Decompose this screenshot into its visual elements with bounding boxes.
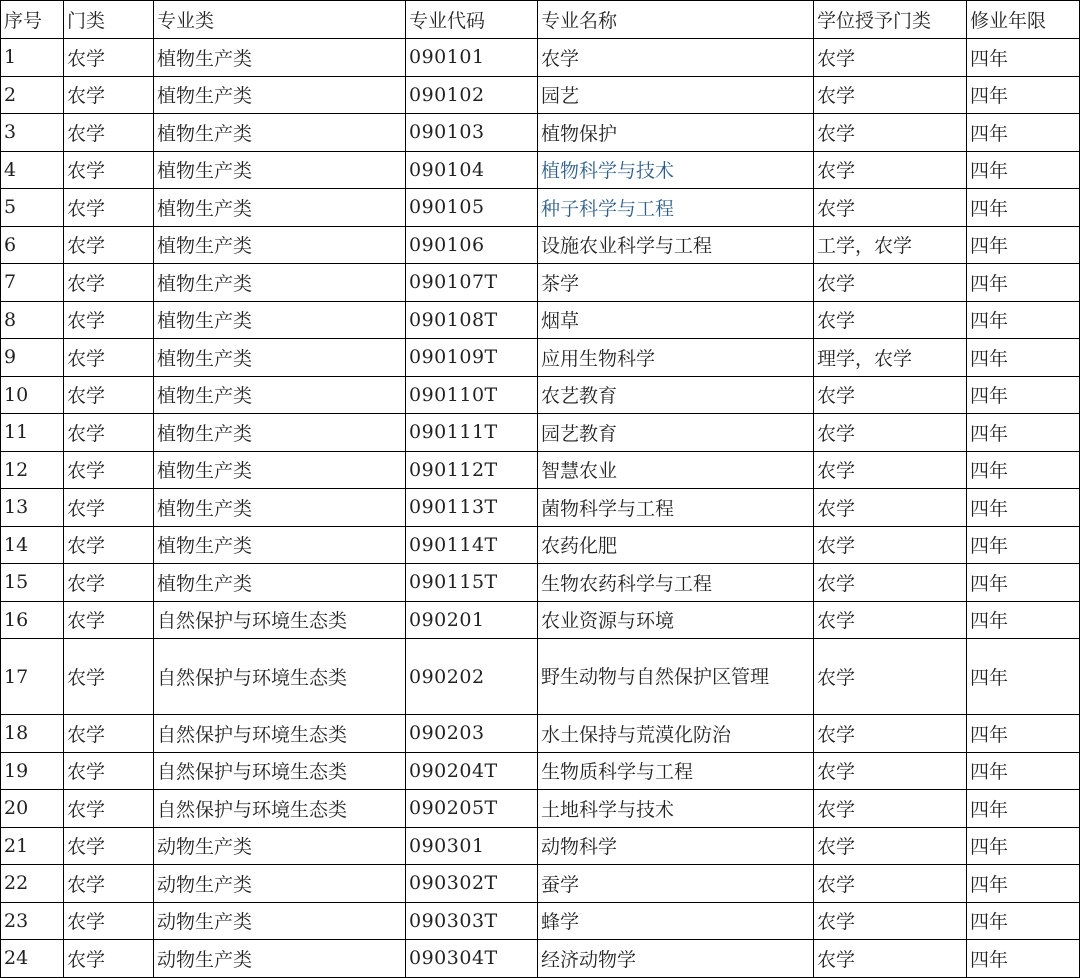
cell-years: 四年 bbox=[967, 376, 1080, 414]
cell-degree: 农学 bbox=[814, 865, 967, 903]
cell-years: 四年 bbox=[967, 39, 1080, 77]
cell-no: 7 bbox=[1, 264, 64, 302]
cell-major-class: 植物生产类 bbox=[154, 414, 406, 452]
table-row bbox=[1, 601, 1080, 639]
cell-no: 24 bbox=[1, 940, 64, 978]
cell-years: 四年 bbox=[967, 827, 1080, 865]
table-row bbox=[1, 489, 1080, 527]
cell-years: 四年 bbox=[967, 940, 1080, 978]
cell-category: 农学 bbox=[64, 564, 154, 602]
cell-major-code: 090111T bbox=[406, 414, 538, 452]
cell-category: 农学 bbox=[64, 414, 154, 452]
cell-major-class: 植物生产类 bbox=[154, 264, 406, 302]
cell-years: 四年 bbox=[967, 189, 1080, 227]
cell-degree: 农学 bbox=[814, 489, 967, 527]
cell-no: 4 bbox=[1, 151, 64, 189]
cell-no: 6 bbox=[1, 226, 64, 264]
cell-years: 四年 bbox=[967, 451, 1080, 489]
cell-major-name: 蜂学 bbox=[538, 902, 814, 940]
cell-years: 四年 bbox=[967, 339, 1080, 377]
cell-major-code: 090205T bbox=[406, 790, 538, 828]
cell-major-class: 植物生产类 bbox=[154, 226, 406, 264]
cell-no: 3 bbox=[1, 114, 64, 152]
header-category: 门类 bbox=[64, 1, 154, 39]
cell-no: 2 bbox=[1, 76, 64, 114]
cell-years: 四年 bbox=[967, 564, 1080, 602]
cell-category: 农学 bbox=[64, 39, 154, 77]
cell-major-class: 自然保护与环境生态类 bbox=[154, 715, 406, 753]
cell-degree: 农学 bbox=[814, 526, 967, 564]
cell-major-name: 茶学 bbox=[538, 264, 814, 302]
cell-major-name: 园艺教育 bbox=[538, 414, 814, 452]
cell-major-code: 090112T bbox=[406, 451, 538, 489]
table-row bbox=[1, 451, 1080, 489]
cell-major-name: 经济动物学 bbox=[538, 940, 814, 978]
table-row bbox=[1, 564, 1080, 602]
cell-category: 农学 bbox=[64, 752, 154, 790]
cell-years: 四年 bbox=[967, 76, 1080, 114]
cell-major-code: 090203 bbox=[406, 715, 538, 753]
cell-category: 农学 bbox=[64, 376, 154, 414]
cell-no: 13 bbox=[1, 489, 64, 527]
cell-major-class: 植物生产类 bbox=[154, 489, 406, 527]
cell-major-class: 自然保护与环境生态类 bbox=[154, 601, 406, 639]
cell-years: 四年 bbox=[967, 526, 1080, 564]
cell-major-name: 生物质科学与工程 bbox=[538, 752, 814, 790]
cell-major-class: 动物生产类 bbox=[154, 940, 406, 978]
cell-degree: 农学 bbox=[814, 752, 967, 790]
cell-years: 四年 bbox=[967, 865, 1080, 903]
cell-no: 20 bbox=[1, 790, 64, 828]
cell-major-name: 园艺 bbox=[538, 76, 814, 114]
table-row bbox=[1, 301, 1080, 339]
cell-major-code: 090201 bbox=[406, 601, 538, 639]
table-row bbox=[1, 902, 1080, 940]
cell-no: 18 bbox=[1, 715, 64, 753]
cell-category: 农学 bbox=[64, 827, 154, 865]
table-row bbox=[1, 76, 1080, 114]
header-row bbox=[1, 1, 1080, 39]
cell-category: 农学 bbox=[64, 114, 154, 152]
cell-no: 21 bbox=[1, 827, 64, 865]
cell-major-code: 090115T bbox=[406, 564, 538, 602]
cell-major-name: 智慧农业 bbox=[538, 451, 814, 489]
cell-major-name: 农业资源与环境 bbox=[538, 601, 814, 639]
cell-major-name[interactable]: 种子科学与工程 bbox=[538, 189, 814, 227]
table-row bbox=[1, 639, 1080, 715]
cell-years: 四年 bbox=[967, 790, 1080, 828]
cell-category: 农学 bbox=[64, 189, 154, 227]
cell-degree: 农学 bbox=[814, 451, 967, 489]
header-degree: 学位授予门类 bbox=[814, 1, 967, 39]
cell-major-code: 090108T bbox=[406, 301, 538, 339]
cell-degree: 农学 bbox=[814, 790, 967, 828]
cell-category: 农学 bbox=[64, 902, 154, 940]
cell-major-code: 090106 bbox=[406, 226, 538, 264]
cell-years: 四年 bbox=[967, 414, 1080, 452]
table-row bbox=[1, 715, 1080, 753]
cell-major-code: 090303T bbox=[406, 902, 538, 940]
table-row bbox=[1, 827, 1080, 865]
cell-major-code: 090204T bbox=[406, 752, 538, 790]
cell-category: 农学 bbox=[64, 489, 154, 527]
cell-no: 1 bbox=[1, 39, 64, 77]
cell-major-code: 090103 bbox=[406, 114, 538, 152]
cell-category: 农学 bbox=[64, 865, 154, 903]
cell-major-name: 动物科学 bbox=[538, 827, 814, 865]
cell-major-class: 植物生产类 bbox=[154, 76, 406, 114]
cell-category: 农学 bbox=[64, 639, 154, 715]
header-years: 修业年限 bbox=[967, 1, 1080, 39]
cell-years: 四年 bbox=[967, 489, 1080, 527]
table-row bbox=[1, 526, 1080, 564]
cell-major-class: 植物生产类 bbox=[154, 189, 406, 227]
table-row bbox=[1, 339, 1080, 377]
cell-degree: 农学 bbox=[814, 151, 967, 189]
cell-major-name: 农学 bbox=[538, 39, 814, 77]
cell-major-class: 植物生产类 bbox=[154, 301, 406, 339]
cell-major-class: 植物生产类 bbox=[154, 39, 406, 77]
cell-degree: 农学 bbox=[814, 902, 967, 940]
table-body bbox=[1, 39, 1080, 978]
table-row bbox=[1, 264, 1080, 302]
table-row bbox=[1, 226, 1080, 264]
cell-major-class: 植物生产类 bbox=[154, 376, 406, 414]
cell-major-class: 自然保护与环境生态类 bbox=[154, 790, 406, 828]
cell-major-class: 植物生产类 bbox=[154, 451, 406, 489]
cell-degree: 农学 bbox=[814, 76, 967, 114]
cell-major-code: 090301 bbox=[406, 827, 538, 865]
cell-major-class: 自然保护与环境生态类 bbox=[154, 752, 406, 790]
cell-years: 四年 bbox=[967, 301, 1080, 339]
cell-major-code: 090114T bbox=[406, 526, 538, 564]
cell-major-code: 090101 bbox=[406, 39, 538, 77]
cell-years: 四年 bbox=[967, 226, 1080, 264]
cell-no: 9 bbox=[1, 339, 64, 377]
cell-no: 14 bbox=[1, 526, 64, 564]
cell-category: 农学 bbox=[64, 76, 154, 114]
cell-major-name: 农药化肥 bbox=[538, 526, 814, 564]
cell-no: 12 bbox=[1, 451, 64, 489]
cell-major-code: 090304T bbox=[406, 940, 538, 978]
cell-major-name: 应用生物科学 bbox=[538, 339, 814, 377]
cell-no: 15 bbox=[1, 564, 64, 602]
cell-degree: 农学 bbox=[814, 114, 967, 152]
cell-degree: 农学 bbox=[814, 414, 967, 452]
cell-major-name: 生物农药科学与工程 bbox=[538, 564, 814, 602]
cell-years: 四年 bbox=[967, 752, 1080, 790]
cell-no: 23 bbox=[1, 902, 64, 940]
table-row bbox=[1, 865, 1080, 903]
header-major-name: 专业名称 bbox=[538, 1, 814, 39]
cell-category: 农学 bbox=[64, 940, 154, 978]
cell-major-code: 090104 bbox=[406, 151, 538, 189]
cell-years: 四年 bbox=[967, 715, 1080, 753]
cell-category: 农学 bbox=[64, 339, 154, 377]
cell-no: 22 bbox=[1, 865, 64, 903]
cell-major-name: 水土保持与荒漠化防治 bbox=[538, 715, 814, 753]
cell-years: 四年 bbox=[967, 639, 1080, 715]
cell-major-name: 蚕学 bbox=[538, 865, 814, 903]
cell-category: 农学 bbox=[64, 790, 154, 828]
cell-category: 农学 bbox=[64, 301, 154, 339]
cell-major-name: 野生动物与自然保护区管理 bbox=[538, 639, 814, 715]
cell-category: 农学 bbox=[64, 151, 154, 189]
cell-major-code: 090202 bbox=[406, 639, 538, 715]
cell-no: 8 bbox=[1, 301, 64, 339]
cell-category: 农学 bbox=[64, 526, 154, 564]
table-row bbox=[1, 189, 1080, 227]
table-row bbox=[1, 752, 1080, 790]
cell-no: 10 bbox=[1, 376, 64, 414]
cell-category: 农学 bbox=[64, 226, 154, 264]
cell-degree: 农学 bbox=[814, 264, 967, 302]
cell-major-name: 设施农业科学与工程 bbox=[538, 226, 814, 264]
table-row bbox=[1, 114, 1080, 152]
cell-major-code: 090110T bbox=[406, 376, 538, 414]
cell-years: 四年 bbox=[967, 114, 1080, 152]
cell-category: 农学 bbox=[64, 451, 154, 489]
cell-major-class: 植物生产类 bbox=[154, 339, 406, 377]
table-row bbox=[1, 790, 1080, 828]
cell-degree: 理学，农学 bbox=[814, 339, 967, 377]
cell-major-name: 植物保护 bbox=[538, 114, 814, 152]
cell-degree: 农学 bbox=[814, 940, 967, 978]
cell-degree: 农学 bbox=[814, 301, 967, 339]
cell-major-class: 自然保护与环境生态类 bbox=[154, 639, 406, 715]
cell-degree: 农学 bbox=[814, 715, 967, 753]
cell-no: 5 bbox=[1, 189, 64, 227]
cell-major-name: 菌物科学与工程 bbox=[538, 489, 814, 527]
cell-major-name: 农艺教育 bbox=[538, 376, 814, 414]
cell-major-class: 植物生产类 bbox=[154, 114, 406, 152]
cell-degree: 农学 bbox=[814, 376, 967, 414]
cell-degree: 农学 bbox=[814, 827, 967, 865]
cell-years: 四年 bbox=[967, 264, 1080, 302]
cell-no: 16 bbox=[1, 601, 64, 639]
cell-no: 19 bbox=[1, 752, 64, 790]
table-row bbox=[1, 376, 1080, 414]
header-major-code: 专业代码 bbox=[406, 1, 538, 39]
cell-degree: 农学 bbox=[814, 639, 967, 715]
cell-degree: 农学 bbox=[814, 39, 967, 77]
cell-major-class: 植物生产类 bbox=[154, 151, 406, 189]
cell-years: 四年 bbox=[967, 902, 1080, 940]
cell-major-class: 动物生产类 bbox=[154, 827, 406, 865]
cell-major-name: 土地科学与技术 bbox=[538, 790, 814, 828]
cell-no: 17 bbox=[1, 639, 64, 715]
cell-degree: 农学 bbox=[814, 601, 967, 639]
cell-major-code: 090105 bbox=[406, 189, 538, 227]
cell-years: 四年 bbox=[967, 151, 1080, 189]
cell-category: 农学 bbox=[64, 264, 154, 302]
cell-category: 农学 bbox=[64, 715, 154, 753]
cell-major-class: 植物生产类 bbox=[154, 526, 406, 564]
cell-major-code: 090113T bbox=[406, 489, 538, 527]
cell-degree: 农学 bbox=[814, 189, 967, 227]
cell-major-name: 烟草 bbox=[538, 301, 814, 339]
cell-major-name[interactable]: 植物科学与技术 bbox=[538, 151, 814, 189]
cell-category: 农学 bbox=[64, 601, 154, 639]
cell-major-code: 090102 bbox=[406, 76, 538, 114]
cell-degree: 农学 bbox=[814, 564, 967, 602]
cell-major-class: 动物生产类 bbox=[154, 865, 406, 903]
cell-major-code: 090107T bbox=[406, 264, 538, 302]
cell-major-code: 090302T bbox=[406, 865, 538, 903]
table-row bbox=[1, 414, 1080, 452]
header-no: 序号 bbox=[1, 1, 64, 39]
cell-degree: 工学，农学 bbox=[814, 226, 967, 264]
cell-major-code: 090109T bbox=[406, 339, 538, 377]
table-row bbox=[1, 151, 1080, 189]
header-major-class: 专业类 bbox=[154, 1, 406, 39]
cell-years: 四年 bbox=[967, 601, 1080, 639]
cell-major-class: 植物生产类 bbox=[154, 564, 406, 602]
cell-major-class: 动物生产类 bbox=[154, 902, 406, 940]
cell-no: 11 bbox=[1, 414, 64, 452]
table-row bbox=[1, 39, 1080, 77]
table-row bbox=[1, 940, 1080, 978]
